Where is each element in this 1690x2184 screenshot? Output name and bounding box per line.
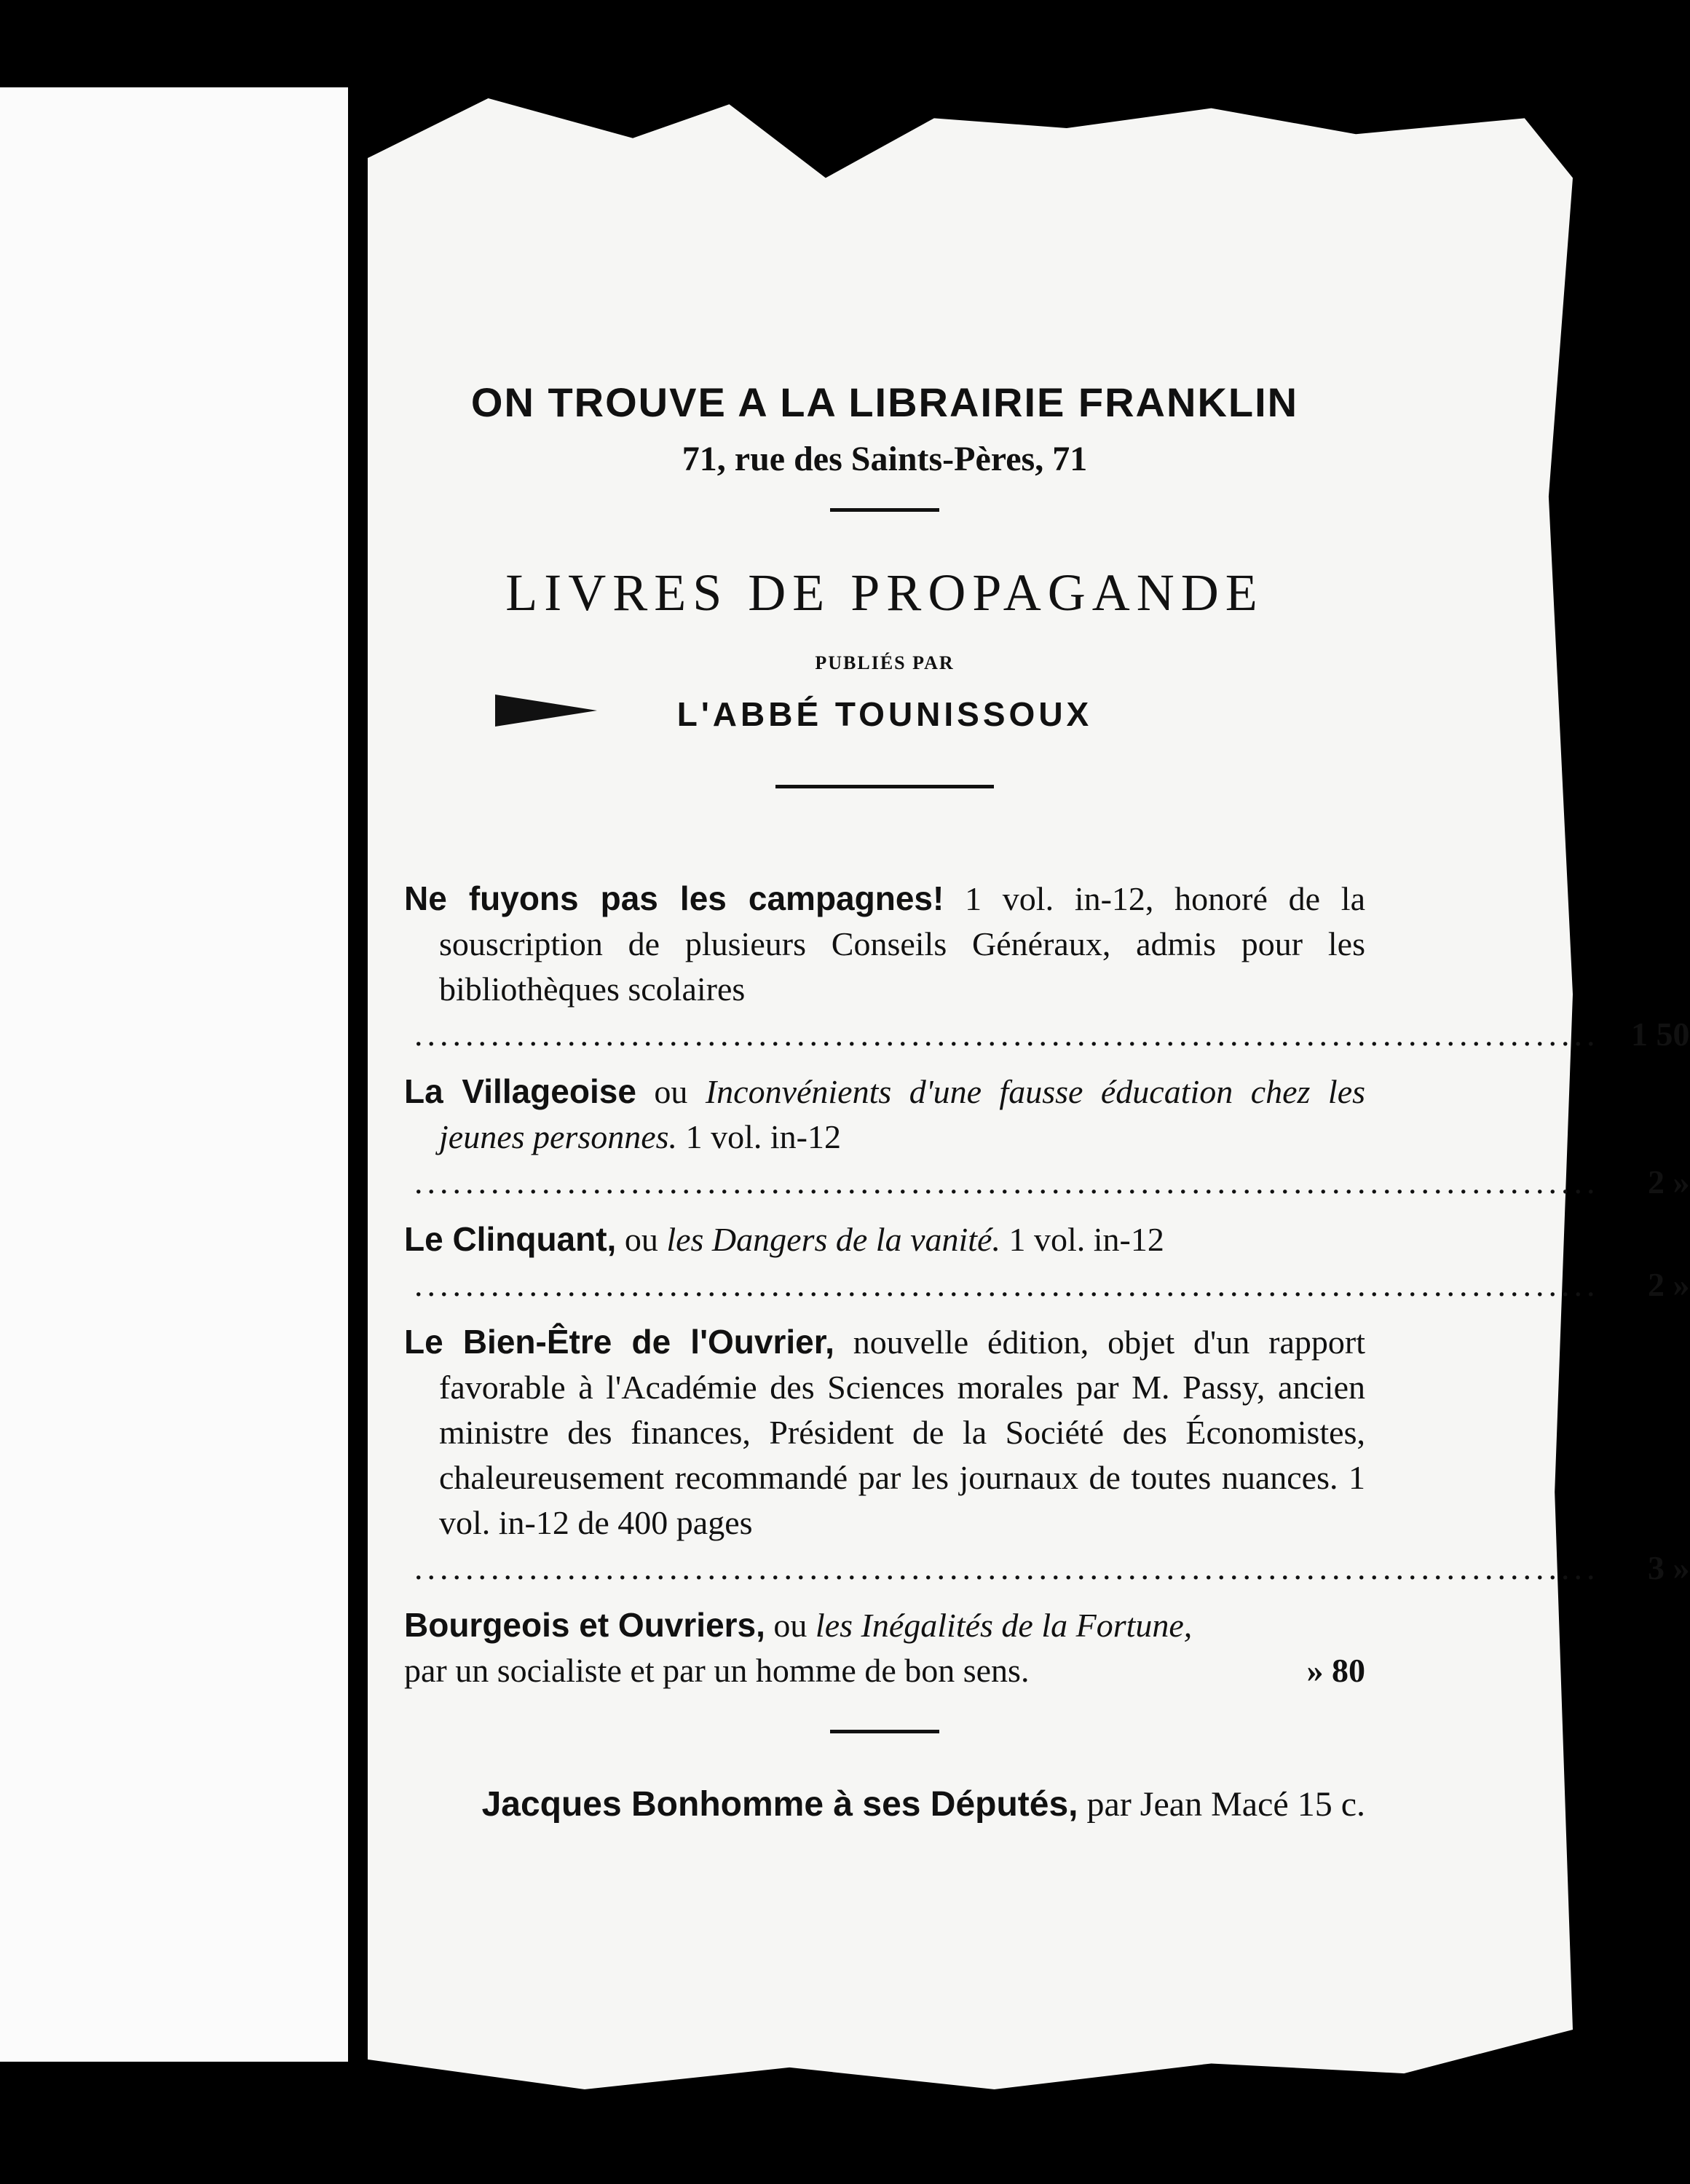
book-price: » 80	[1306, 1652, 1365, 1689]
book-description: par un socialiste et par un homme de bon sens.	[404, 1652, 1030, 1689]
left-page	[0, 87, 348, 2062]
bookshop-heading: ON TROUVE A LA LIBRAIRIE FRANKLIN	[470, 379, 1299, 425]
title-joiner: ou	[624, 1221, 658, 1258]
footer-author: par Jean Macé	[1086, 1785, 1289, 1824]
book-description: 1 vol. in-12	[685, 1118, 841, 1155]
published-by: PUBLIÉS PAR	[815, 652, 955, 673]
book-entry	[404, 1319, 1690, 1591]
leader-dots: .............................................................................................	[414, 1016, 1600, 1053]
section-title: LIVRES DE PROPAGANDE	[505, 563, 1264, 622]
book-price: 1 50	[1631, 1016, 1690, 1053]
book-subtitle: les Inégalités de la Fortune,	[815, 1607, 1193, 1644]
price-line	[414, 1546, 1690, 1591]
price-line	[404, 1648, 1365, 1693]
price-line	[414, 1262, 1690, 1307]
title-joiner: ou	[654, 1073, 688, 1110]
book-subtitle: les Dangers de la vanité.	[666, 1221, 1000, 1258]
book-description: 1 vol. in-12	[1008, 1221, 1164, 1258]
book-title: Le Bien-Être de l'Ouvrier,	[404, 1323, 834, 1361]
book-subtitle: Inconvénients d'une fausse éducation chez les jeunes personnes.	[439, 1073, 1366, 1155]
book-title: Bourgeois et Ouvriers,	[404, 1606, 765, 1644]
author-line	[404, 695, 1365, 734]
pointing-hand-icon	[495, 695, 597, 727]
leader-dots: .............................................................................................	[414, 1163, 1600, 1200]
footer-line	[404, 1784, 1365, 1824]
book-title: Le Clinquant,	[404, 1220, 617, 1258]
leader-dots: .............................................................................................	[414, 1549, 1600, 1586]
book-entry	[404, 1216, 1690, 1307]
book-title: Ne fuyons pas les campagnes!	[404, 879, 944, 917]
leader-dots: .............................................................................................	[414, 1266, 1600, 1303]
book-price: 2 »	[1648, 1163, 1690, 1200]
book-list	[404, 876, 1690, 1693]
book-price: 2 »	[1648, 1266, 1690, 1303]
footer-price: 15 c.	[1297, 1785, 1365, 1824]
book-entry	[404, 876, 1690, 1057]
book-price: 3 »	[1648, 1549, 1690, 1586]
book-entry	[404, 1069, 1690, 1205]
author-name: L'ABBÉ TOUNISSOUX	[676, 695, 1093, 733]
price-line	[414, 1160, 1690, 1205]
divider	[830, 1730, 939, 1733]
footer-title: Jacques Bonhomme à ses Députés,	[481, 1785, 1078, 1824]
book-description: nouvelle édition, objet d'un rapport favorable à l'Académie des Sciences morales par M. Passy, ancien ministre des finances, Président de la Société des Économistes, chaleureusement recommandé par les journaux de toutes nuances. 1 vol. in-12 de 400 pages	[439, 1324, 1365, 1541]
divider	[775, 785, 994, 788]
book-entry	[404, 1602, 1365, 1693]
divider	[830, 508, 939, 512]
advertisement-text	[404, 379, 1690, 1824]
bookshop-address: 71, rue des Saints-Pères, 71	[682, 440, 1088, 478]
book-title: La Villageoise	[404, 1072, 636, 1110]
price-line	[414, 1012, 1690, 1057]
title-joiner: ou	[773, 1607, 808, 1644]
book-description: 1 vol. in-12, honoré de la souscription de plusieurs Conseils Généraux, admis pour les bibliothèques scolaires	[439, 880, 1365, 1008]
